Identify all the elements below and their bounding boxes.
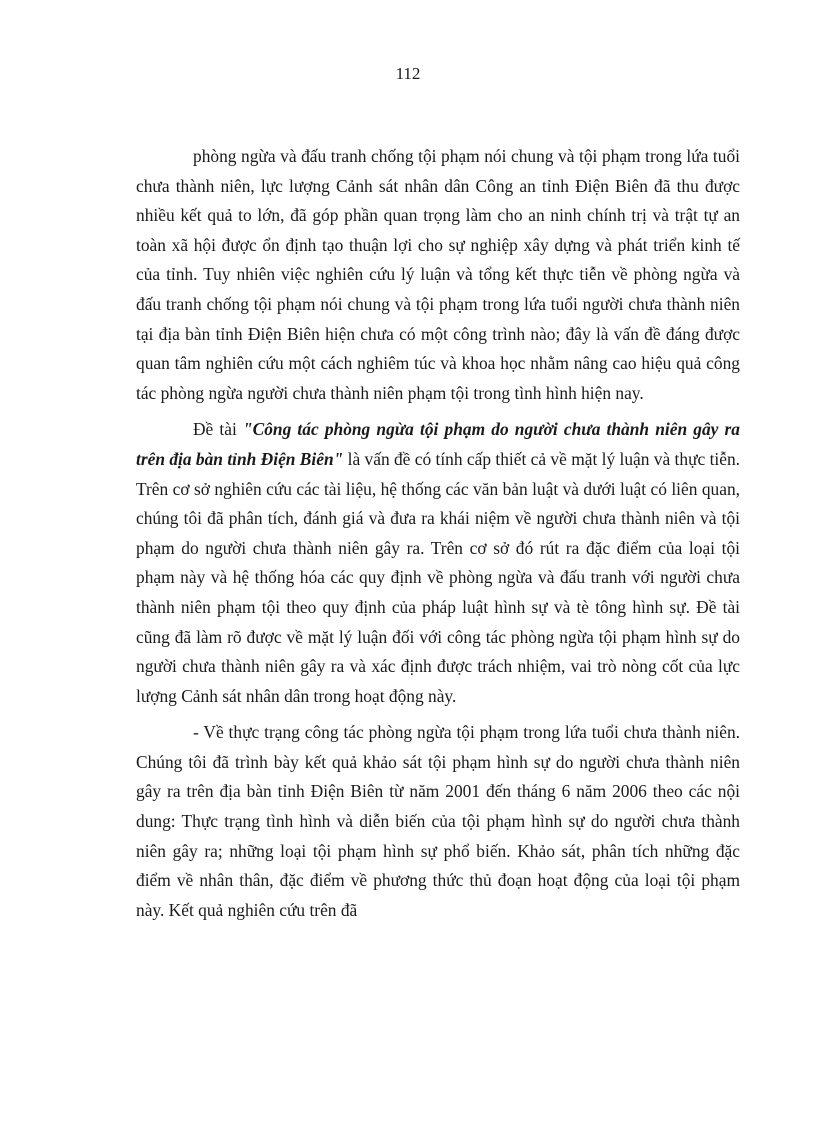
paragraph-2-text: là vấn đề có tính cấp thiết cả về mặt lý luận và thực tiễn. Trên cơ sở nghiên cứu các tài liệu, hệ thống các văn bản luật và dưới luật có liên quan, chúng tôi đã phân tích, đánh giá và đưa ra khái niệm về người chưa thành niên và tội phạm do người chưa thành niên gây ra. Trên cơ sở đó rút ra đặc điểm của loại tội phạm này và hệ thống hóa các quy định về phòng ngừa và đấu tranh với người chưa thành niên phạm tội theo quy định của pháp luật hình sự và tè tông hình sự. Đề tài cũng đã làm rõ được về mặt lý luận đối với công tác phòng ngừa tội phạm hình sự do người chưa thành niên gây ra và xác định được trách nhiệm, vai trò nòng cốt của lực lượng Cảnh sát nhân dân trong hoạt động này. xyxy=(136,448,740,706)
thesis-title: "Công tác phòng ngừa tội phạm do người chưa thành niên gây ra trên địa bàn tỉnh Điện Biên" xyxy=(136,419,741,469)
paragraph-3: - Về thực trạng công tác phòng ngừa tội phạm trong lứa tuổi chưa thành niên. Chúng tôi đã trình bày kết quả khảo sát tội phạm hình sự do người chưa thành niên gây ra trên địa bàn tỉnh Điện Biên từ năm 2001 đến tháng 6 năm 2006 theo các nội dung: Thực trạng tình hình và diễn biến của tội phạm hình sự do người chưa thành niên gây ra; những loại tội phạm hình sự phổ biến. Khảo sát, phân tích những đặc điểm về nhân thân, đặc điểm về phương thức thủ đoạn hoạt động của loại tội phạm này. Kết quả nghiên cứu trên đã xyxy=(136,722,740,920)
paragraph-2-lead: Đề tài xyxy=(193,419,243,440)
paragraph-2 xyxy=(136,415,740,711)
document-body xyxy=(136,142,740,925)
paragraph-1: phòng ngừa và đấu tranh chống tội phạm nói chung và tội phạm trong lứa tuổi chưa thành niên, lực lượng Cảnh sát nhân dân Công an tỉnh Điện Biên đã thu được nhiều kết quả to lớn, đã góp phần quan trọng làm cho an ninh chính trị và trật tự an toàn xã hội được ổn định tạo thuận lợi cho sự nghiệp xây dựng và phát triển kinh tế của tỉnh. Tuy nhiên việc nghiên cứu lý luận và tổng kết thực tiễn về phòng ngừa và đấu tranh chống tội phạm nói chung và tội phạm trong lứa tuổi người chưa thành niên tại địa bàn tỉnh Điện Biên hiện chưa có một công trình nào; đây là vấn đề đáng được quan tâm nghiên cứu một cách nghiêm túc và khoa học nhằm nâng cao hiệu quả công tác phòng ngừa người chưa thành niên phạm tội trong tình hình hiện nay. xyxy=(136,146,740,403)
page-number: 112 xyxy=(395,64,421,83)
